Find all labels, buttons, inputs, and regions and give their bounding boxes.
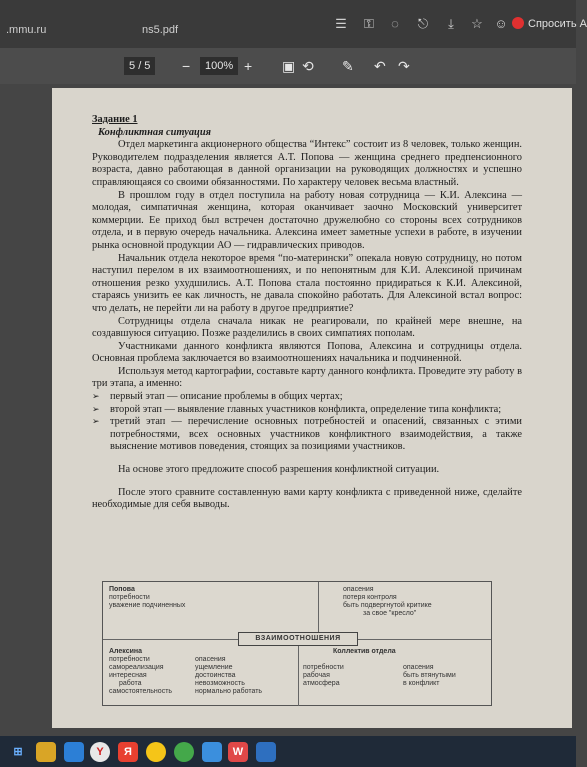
download-icon[interactable]: ⤓ xyxy=(448,16,454,31)
aleksina-fears-box xyxy=(195,656,262,696)
bullet-item: ➢ второй этап — выявление главных участников конфликта, определение типа конфликта; xyxy=(92,404,522,417)
ask-alice-button[interactable] xyxy=(512,14,587,34)
yandex-browser-icon[interactable]: Y xyxy=(90,742,110,762)
staff-fear: быть втянутыми xyxy=(403,672,456,679)
page-current: 5 xyxy=(129,60,136,72)
relationship-center-box: ВЗАИМООТНОШЕНИЯ xyxy=(238,632,358,646)
undo-icon[interactable]: ↶ xyxy=(374,58,386,74)
aleksina-box xyxy=(109,648,172,696)
star-icon[interactable]: ☆ xyxy=(471,16,483,31)
paragraph: Начальник отдела некоторое время “по-матерински” опекала новую сотрудницу, но потом наступил перелом в их взаимоотношениях, и по непонятным для К.И. Алексиной причинам отношения резко ухудшились. А.Т. Попова стала постоянно придираться к К.И. Алексиной, стараясь унизить ее как личность, не давала спокойно работать. Для Алексиной встал вопрос: что делать, не перейти ли на работу в другое предприятие? xyxy=(92,252,522,314)
popova-fears-box xyxy=(343,586,432,618)
pdf-page xyxy=(52,88,572,728)
paragraph: На основе этого предложите способ разрешения конфликтной ситуации. xyxy=(118,464,440,476)
staff-fear: в конфликт xyxy=(403,680,440,687)
bookmarks-icon[interactable]: ☰ xyxy=(335,16,347,31)
popova-fear: за свое "кресло" xyxy=(363,610,417,617)
page-number-field[interactable] xyxy=(124,57,155,75)
staff-box xyxy=(303,648,396,688)
aleksina-fear: ущемление xyxy=(195,664,233,671)
page-total: / 5 xyxy=(138,60,151,72)
key-icon[interactable]: ⚿ xyxy=(364,16,374,31)
paragraph: Участниками данного конфликта являются Попова, Алексина и сотрудницы отдела. Основная проблема заключается во взаимоотношениях начальника и подчиненной. xyxy=(92,340,522,365)
share-icon[interactable]: ⎋ xyxy=(417,16,429,31)
alice-icon xyxy=(512,17,524,29)
document-text xyxy=(92,114,522,512)
staff-item: потребности xyxy=(303,664,344,671)
task-subtitle: Конфликтная ситуация xyxy=(98,126,211,138)
file-explorer-icon[interactable] xyxy=(36,742,56,762)
paragraph: В прошлом году в отдел поступила на работу новая сотрудница — К.И. Алексина — молодая, симпатичная женщина, которая оканчивает заочно Московский университет коммерции. Ее приход был встречен достаточно дружелюбно со стороны всех сотрудников отдела, и в первую очередь начальника. Алексина имеет заметные успехи в работе, в изучении рынка основной продукции АО — гидравлических приводов. xyxy=(92,189,522,251)
app-window-icon[interactable] xyxy=(256,742,276,762)
redo-icon[interactable]: ↷ xyxy=(398,58,410,74)
popova-title: Попова xyxy=(109,586,135,593)
staff-fears-box xyxy=(403,664,456,688)
popova-box xyxy=(109,586,185,610)
bullet-item: ➢ первый этап — описание проблемы в общих чертах; xyxy=(92,391,522,404)
chat-icon[interactable]: ◌ xyxy=(391,16,399,31)
fit-page-icon[interactable]: ▣ xyxy=(282,58,296,74)
yandex-icon[interactable]: Я xyxy=(118,742,138,762)
popova-fear: потеря контроля xyxy=(343,594,397,601)
aleksina-fear: невозможность xyxy=(195,680,245,687)
paragraph: Отдел маркетинга акционерного общества “Интекс” состоит из 8 человек, только женщин. Руководителем подразделения является А.Т. Попова — женщина среднего предпенсионного возраста, давно работающая в данной организации на руководящих должностях и успешно справляющаяся со своими обязанностями. По характеру человек весьма властный. xyxy=(92,139,522,188)
staff-item: атмосфера xyxy=(303,680,340,687)
aleksina-fear: достоинства xyxy=(195,672,236,679)
staff-fear: опасения xyxy=(403,664,434,671)
zoom-level[interactable]: 100% xyxy=(200,57,238,75)
popova-fear: опасения xyxy=(343,586,374,593)
conflict-map-diagram xyxy=(102,581,492,706)
zoom-in-button[interactable]: + xyxy=(244,58,253,74)
aleksina-fear: нормально работать xyxy=(195,688,263,695)
store-icon[interactable] xyxy=(64,742,84,762)
paragraph: Сотрудницы отдела сначала никак не реагировали, по крайней мере внешне, на создавшуюся ситуацию. Позже разделились в своих симпатиях пополам. xyxy=(92,315,522,340)
aleksina-item: самореализация xyxy=(109,664,164,671)
browser-top-bar xyxy=(0,0,587,48)
popova-item: потребности xyxy=(109,594,150,601)
task-title: Задание 1 xyxy=(92,114,138,125)
windows-taskbar xyxy=(0,736,576,767)
aleksina-item: интересная xyxy=(109,672,147,679)
bullet-item: ➢ третий этап — перечисление основных потребностей и опасений, связанных с этими потребностями, всех основных участников конфликтного взаимодействия, а также выяснение мотивов поведения, стоящих за позициями участников. xyxy=(92,416,522,454)
app-icon[interactable] xyxy=(146,742,166,762)
pdf-file-name: ns5.pdf xyxy=(142,24,179,36)
popova-item: уважение подчиненных xyxy=(109,602,186,609)
staff-item: рабочая xyxy=(303,672,330,679)
staff-title: Коллектив отдела xyxy=(333,648,396,655)
photos-icon[interactable] xyxy=(202,742,222,762)
aleksina-item: работа xyxy=(119,680,142,687)
start-menu-icon[interactable]: ⊞ xyxy=(13,746,23,758)
paragraph: Используя метод картографии, составьте карту данного конфликта. Проведите эту работу в три этапа, а именно: xyxy=(92,365,522,390)
wps-office-icon[interactable]: W xyxy=(228,742,248,762)
ask-label: Спросить А xyxy=(528,18,587,30)
rotate-icon[interactable]: ⟲ xyxy=(302,58,314,74)
aleksina-item: самостоятельность xyxy=(109,688,173,695)
smile-icon[interactable]: ☺ xyxy=(494,16,508,31)
highlight-icon[interactable]: ✎ xyxy=(342,58,354,74)
browser-url[interactable]: .mmu.ru xyxy=(6,24,47,36)
popova-fear: быть подвергнутой критике xyxy=(343,602,432,609)
aleksina-item: потребности xyxy=(109,656,150,663)
paragraph: После этого сравните составленную вами карту конфликта с приведенной ниже, сделайте необходимые для себя выводы. xyxy=(92,486,522,511)
aleksina-title: Алексина xyxy=(109,648,143,655)
zoom-out-button[interactable]: − xyxy=(182,58,191,74)
pdf-toolbar xyxy=(0,48,576,84)
aleksina-fear: опасения xyxy=(195,656,226,663)
chrome-icon[interactable] xyxy=(174,742,194,762)
